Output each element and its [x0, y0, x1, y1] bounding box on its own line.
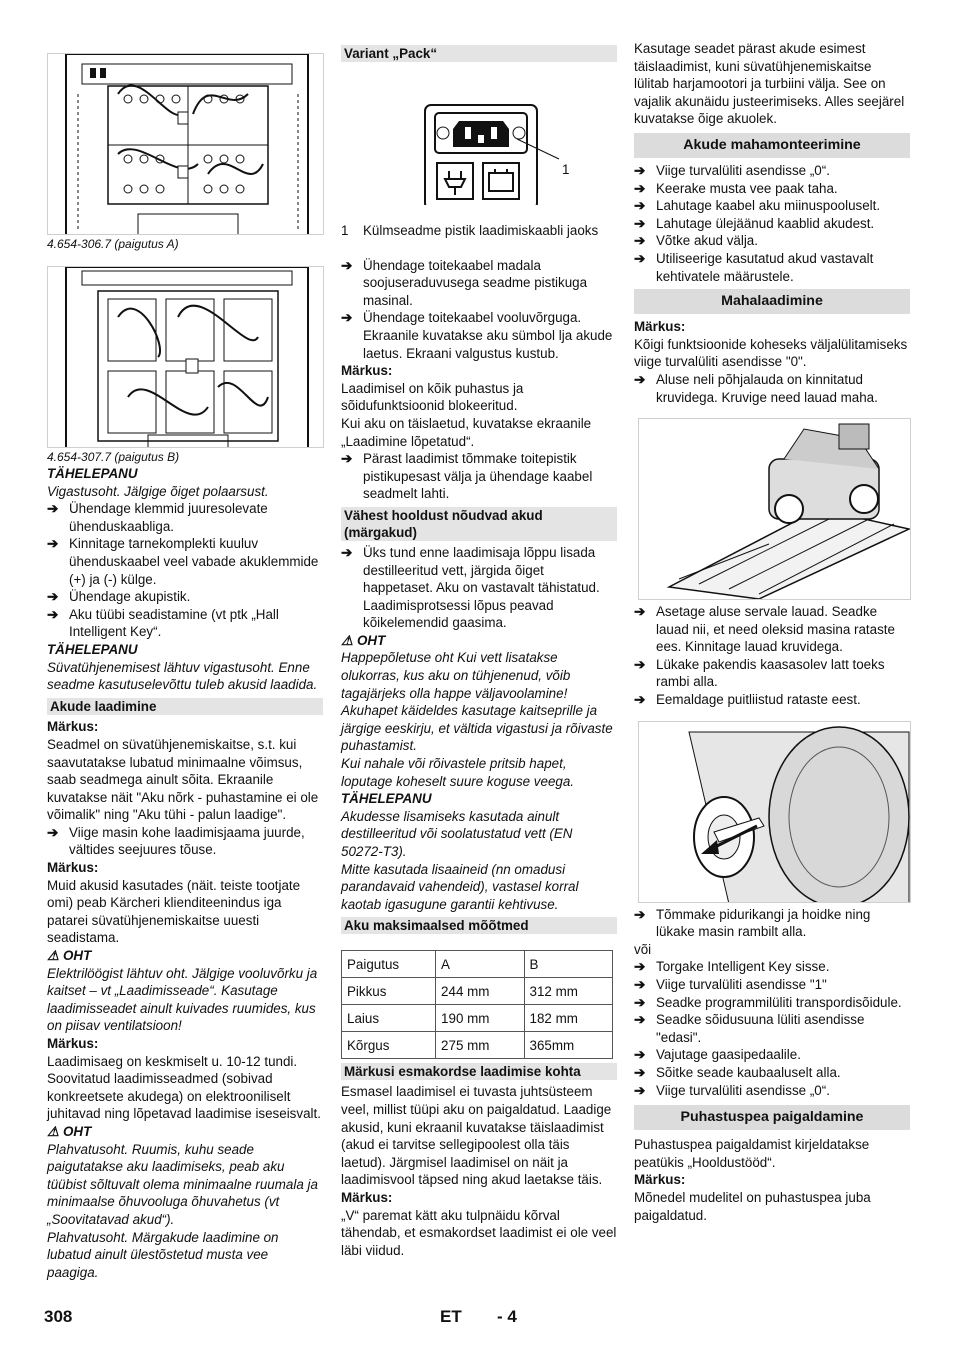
step-text: Keerake musta vee paak taha.	[656, 180, 838, 196]
section-heading-battery-removal: Akude mahamonteerimine	[634, 133, 910, 158]
table-cell: B	[524, 951, 612, 978]
step-text: Ühendage toitekaabel vooluvõrguga. Ekraanile kuvatakse aku sümbol lja akude laetus. Ekraani valgustus kustub.	[363, 310, 613, 361]
pallet-ramp-drawing	[639, 419, 911, 600]
figure-caption: 4.654-307.7 (paigutus B)	[47, 450, 180, 464]
step-text: Ühendage toitekaabel madala soojuseraduvusega seadme pistikuga masinal.	[363, 257, 588, 308]
arrow-icon: ➔	[634, 692, 646, 708]
danger-text: Akuhapet käideldes kasutage kaitseprille ja järgige eeskirju, et vältida vigastusi ja rõivaste puhastamist.	[341, 703, 613, 754]
arrow-icon: ➔	[341, 257, 353, 273]
warning-triangle-icon: ⚠	[341, 632, 354, 648]
section-page: - 4	[497, 1307, 517, 1326]
step	[634, 162, 910, 180]
legend-item	[341, 222, 617, 240]
danger-title: ⚠ OHT	[47, 1123, 92, 1139]
section-heading-dimensions: Aku maksimaalsed mõõtmed	[341, 917, 617, 934]
arrow-icon: ➔	[341, 310, 353, 326]
step-text: Sõitke seade kaubaaluselt alla.	[656, 1065, 841, 1080]
arrow-icon: ➔	[634, 233, 646, 249]
arrow-icon: ➔	[634, 906, 646, 922]
arrow-icon: ➔	[634, 162, 646, 178]
step	[634, 180, 910, 198]
step	[634, 994, 910, 1012]
danger-text: Elektrilöögist lähtuv oht. Jälgige vooluvõrku ja kaitset – vt „Laadimisseade“. Kasutage laadimisseadet ainult kuivades ruumides, kus on piisav ventilatsioon!	[47, 965, 318, 1034]
table-cell: 190 mm	[436, 1005, 524, 1032]
step	[634, 1082, 910, 1100]
step-text: Utiliseerige kasutatud akud vastavalt kehtivatele määrustele.	[656, 250, 874, 284]
section-heading-low-maintenance: Vähest hooldust nõudvad akud (märgakud)	[341, 507, 617, 541]
section-heading-unloading: Mahalaadimine	[634, 289, 910, 314]
arrow-icon: ➔	[634, 977, 646, 993]
note-text: Seadmel on süvatühjenemiskaitse, s.t. kui saavutatakse lubatud minimaalne võimsus, saab seadmega ainult sõita. Ekraanile kuvatakse näit "Aku nõrk - puhastamine ei ole võimalik" ning "Aku tühi - palun laadige".	[47, 736, 319, 823]
battery-layout-b-drawing	[48, 267, 324, 448]
step	[634, 232, 910, 250]
table-row	[342, 1005, 613, 1032]
note-label: Märkus:	[341, 1189, 393, 1205]
step	[634, 1064, 910, 1082]
danger-text: Kui nahale või rõivastele pritsib hapet, loputage koheselt suure koguse veega.	[341, 756, 575, 789]
step-text: Viige masin kohe laadimisjaama juurde, vältides seejuures tõuse.	[69, 824, 305, 858]
warning-triangle-icon: ⚠	[47, 948, 60, 964]
notice-title: TÄHELEPANU	[341, 791, 432, 807]
step-text: Pärast laadimist tõmmake toitepistik pistikupesast välja ja ühendage kaabel seadmelt lahti.	[363, 451, 593, 502]
arrow-icon: ➔	[634, 180, 646, 196]
note-text: Kõigi funktsioonide koheseks väljalülitamiseks viige turvalüliti asendisse "0".	[634, 336, 908, 370]
column-2	[341, 45, 617, 1259]
step	[634, 656, 910, 691]
table-row	[342, 978, 613, 1005]
table-cell: 182 mm	[524, 1005, 612, 1032]
arrow-icon: ➔	[634, 656, 646, 672]
step	[634, 958, 910, 976]
arrow-icon: ➔	[47, 606, 59, 622]
column-1	[47, 40, 323, 1281]
step	[47, 606, 323, 641]
danger-text: Happepõletuse oht Kui vett lisatakse olukorras, kus aku on tühjenenud, võib tagajärjeks olla happe väljavoolamine!	[341, 650, 571, 701]
step	[634, 1046, 910, 1064]
table-cell: Paigutus	[342, 951, 436, 978]
note-label: Märkus:	[47, 719, 99, 735]
step-text: Asetage aluse servale lauad. Seadke lauad nii, et need oleksid masina rataste ees. Kinnitage lauad kruvidega.	[656, 604, 895, 655]
brake-lever-drawing	[639, 722, 911, 903]
step-text: Lahutage ülejäänud kaablid akudest.	[656, 215, 875, 231]
section-heading-charging: Akude laadimine	[47, 698, 323, 716]
note-label: Märkus:	[341, 363, 393, 379]
note-label: Märkus:	[634, 1172, 686, 1188]
notice-text: Vigastusoht. Jälgige õiget polaarsust.	[47, 483, 269, 499]
arrow-icon: ➔	[634, 198, 646, 214]
arrow-icon: ➔	[47, 589, 59, 605]
table-row	[342, 951, 613, 978]
arrow-icon: ➔	[634, 371, 646, 387]
column-3	[634, 40, 910, 1224]
notice-title: TÄHELEPANU	[47, 466, 138, 481]
danger-title: ⚠ OHT	[341, 632, 386, 648]
table-cell: 365mm	[524, 1032, 612, 1059]
step-text: Eemaldage puitliistud rataste eest.	[656, 692, 861, 708]
section-heading-variant: Variant „Pack“	[341, 45, 617, 62]
section-heading-cleaning-head: Puhastuspea paigaldamine	[634, 1105, 910, 1130]
step-text: Vajutage gaasipedaalile.	[656, 1047, 801, 1063]
arrow-icon: ➔	[341, 544, 353, 560]
body-text: Puhastuspea paigaldamist kirjeldatakse peatükis „Hooldustööd“.	[634, 1137, 870, 1170]
table-cell: 244 mm	[436, 978, 524, 1005]
language-code: ET	[440, 1307, 462, 1326]
arrow-icon: ➔	[634, 604, 646, 620]
step	[634, 250, 910, 285]
notice-text: Mitte kasutada lisaaineid (nn omadusi parandavaid vahendeid), vastasel korral kaotab igasugune garantii kehtivuse.	[341, 861, 579, 912]
body-text: Kasutage seadet pärast akude esimest täislaadimist, kuni süvatühjenemiskaitse lülitab harjamootori ja turbiini välja. See on vajalik akunäidu justeerimiseks. Alles seejärel kuvatakse õige akuolek.	[634, 41, 905, 127]
step	[47, 588, 323, 606]
step	[341, 450, 617, 503]
step	[634, 603, 910, 656]
battery-layout-a-figure	[47, 53, 324, 235]
step-text: Lahutage kaabel aku miinuspooluselt.	[656, 198, 881, 214]
note-label: Märkus:	[47, 1036, 99, 1051]
step	[634, 976, 910, 994]
arrow-icon: ➔	[634, 1012, 646, 1028]
notice-text: Akudesse lisamiseks kasutada ainult destilleeritud või soolatustatud vett (EN 50272-T3).	[341, 808, 573, 859]
danger-title: ⚠ OHT	[47, 948, 92, 964]
dimensions-table	[341, 950, 613, 1059]
note-text: Mõnedel mudelitel on puhastuspea juba paigaldatud.	[634, 1189, 871, 1223]
arrow-icon: ➔	[634, 1082, 646, 1098]
table-cell: A	[436, 951, 524, 978]
page-number: 308	[44, 1307, 73, 1326]
step-text: Torgake Intelligent Key sisse.	[656, 959, 830, 975]
callout-number: 1	[562, 162, 570, 177]
note-label: Märkus:	[47, 860, 99, 876]
battery-layout-a-drawing	[48, 54, 324, 235]
table-cell: Laius	[342, 1005, 436, 1032]
step	[634, 197, 910, 215]
charger-socket-drawing	[341, 65, 617, 205]
note-text: Laadimisaeg on keskmiselt u. 10-12 tundi. Soovitatud laadimisseadmed (sobivad konkreetsete akudega) on elektrooniliselt juhitavad ning lõpetavad laadimise iseseisvalt.	[47, 1053, 321, 1122]
step	[47, 535, 323, 588]
step	[341, 309, 617, 362]
legend-number: 1	[341, 223, 349, 238]
step-text: Viige turvalüliti asendisse „0“.	[656, 1082, 830, 1098]
note-text: „V“ paremat kätt aku tulpnäidu kõrval tähendab, et esmakordset laadimist ei ole veel läbi viidud.	[341, 1207, 617, 1258]
notice-title: TÄHELEPANU	[47, 641, 138, 657]
arrow-icon: ➔	[634, 994, 646, 1010]
figure-caption: 4.654-306.7 (paigutus A)	[47, 237, 179, 251]
table-cell: 275 mm	[436, 1032, 524, 1059]
step	[47, 824, 323, 859]
charger-socket-figure	[341, 65, 617, 205]
pallet-ramp-figure	[638, 418, 911, 600]
note-label: Märkus:	[634, 319, 686, 335]
step-text: Ühendage klemmid juuresolevate ühenduskaabliga.	[69, 501, 268, 534]
section-heading-first-charge: Märkusi esmakordse laadimise kohta	[341, 1063, 617, 1080]
danger-text: Plahvatusoht. Ruumis, kuhu seade paigutatakse aku laadimiseks, peab aku tüübist sõltuvalt olema minimaalne ruumala ja minimaalse õhuvooluga õhuvahetus (vt „Soovitatavad akud“).	[47, 1141, 318, 1227]
notice-text: Süvatühjenemisest lähtuv vigastusoht. Enne seadme kasutuselevõttu tuleb akusid laadida.	[47, 659, 318, 693]
step-text: Aluse neli põhjalauda on kinnitatud kruvidega. Kruvige need lauad maha.	[656, 371, 878, 405]
step-text: Tõmmake pidurikangi ja hoidke ning lükake masin rambilt alla.	[656, 906, 871, 940]
step	[634, 371, 910, 406]
step-text: Seadke programmilüliti transpordisõidule.	[656, 994, 902, 1010]
step-text: Seadke sõidusuuna lüliti asendisse "edasi".	[656, 1012, 865, 1045]
or-text: või	[634, 941, 652, 957]
battery-layout-b-figure	[47, 266, 324, 448]
note-text: Muid akusid kasutades (näit. teiste tootjate omi) peab Kärcheri klienditeenindus iga patarei süvatühjenemiskaitse uuesti seadistama.	[47, 877, 301, 946]
table-cell: Pikkus	[342, 978, 436, 1005]
step	[47, 500, 323, 535]
step	[634, 215, 910, 233]
arrow-icon: ➔	[634, 1047, 646, 1063]
step-text: Aku tüübi seadistamine (vt ptk „Hall Intelligent Key“.	[69, 606, 279, 640]
danger-text: Plahvatusoht. Märgakude laadimine on lubatud ainult ülestõstetud musta vee paagiga.	[47, 1229, 279, 1280]
warning-triangle-icon: ⚠	[47, 1123, 60, 1139]
arrow-icon: ➔	[634, 215, 646, 231]
step-text: Kinnitage tarnekomplekti kuuluv ühenduskaabel veel vabade akuklemmide (+) ja (-) külge.	[69, 536, 319, 587]
table-cell: Kõrgus	[342, 1032, 436, 1059]
arrow-icon: ➔	[47, 536, 59, 552]
body-text: Esmasel laadimisel ei tuvasta juhtsüsteem veel, millist tüüpi aku on paigaldatud. Laadige akusid, kuni ekraanil kuvatakse täislaadimist (akud ei tarvitse sellegipoolest olla täis laetud). Järgmisel laadimisel on näit ja laadimisvool täpsed ning akud laetakse täis.	[341, 1084, 612, 1188]
arrow-icon: ➔	[634, 959, 646, 975]
arrow-icon: ➔	[47, 824, 59, 840]
step	[634, 1011, 910, 1046]
step-text: Ühendage akupistik.	[69, 589, 191, 605]
note-text: Kui aku on täislaetud, kuvatakse ekraanile „Laadimine lõpetatud“.	[341, 415, 592, 449]
step-text: Lükake pakendis kaasasolev latt toeks rambi alla.	[656, 656, 885, 690]
arrow-icon: ➔	[341, 451, 353, 467]
step-text: Viige turvalüliti asendisse „0“.	[656, 162, 830, 178]
brake-lever-figure	[638, 721, 911, 903]
step-text: Viige turvalüliti asendisse "1"	[656, 977, 827, 993]
note-text: Laadimisel on kõik puhastus ja sõidufunktsioonid blokeeritud.	[341, 380, 524, 414]
step	[341, 257, 617, 310]
table-row	[342, 1032, 613, 1059]
step	[634, 691, 910, 709]
step-text: Võtke akud välja.	[656, 233, 758, 249]
arrow-icon: ➔	[634, 250, 646, 266]
arrow-icon: ➔	[47, 501, 59, 517]
step	[341, 544, 617, 632]
legend-text: Külmseadme pistik laadimiskaabli jaoks	[363, 223, 599, 238]
table-cell: 312 mm	[524, 978, 612, 1005]
step	[634, 906, 910, 941]
step-text: Üks tund enne laadimisaja lõppu lisada destilleeritud vett, järgida õiget happetaset. Aku on vastavalt tähistatud. Laadimisprotsessi lõpus peavad kõikelemendid gaasima.	[363, 544, 600, 631]
arrow-icon: ➔	[634, 1065, 646, 1080]
